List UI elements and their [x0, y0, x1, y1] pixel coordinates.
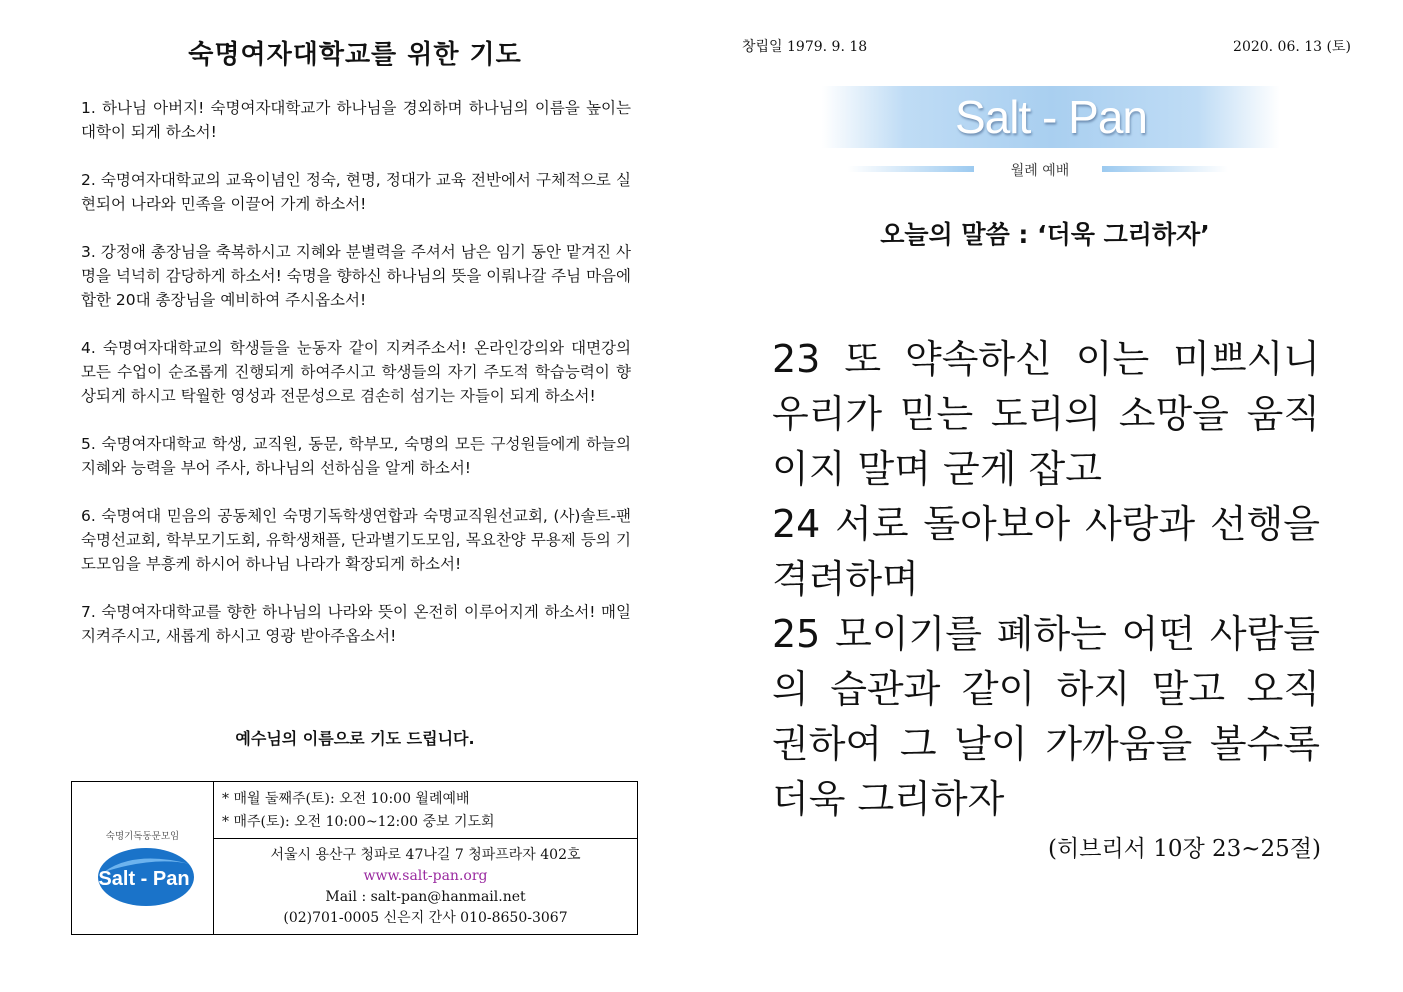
scripture-reference: (히브리서 10장 23~25절) [1048, 836, 1321, 862]
prayer-item: 5. 숙명여자대학교 학생, 교직원, 동문, 학부모, 숙명의 모든 구성원들에게 하늘의 지혜와 능력을 부어 주사, 하나님의 선하심을 알게 하소서! [81, 435, 631, 477]
svg-text:Salt - Pan: Salt - Pan [98, 868, 190, 890]
prayer-item: 4. 숙명여자대학교의 학생들을 눈동자 같이 지켜주소서! 온라인강의와 대면강의 모든 수업이 순조롭게 진행되게 하여주시고 학생들의 자기 주도적 학습능력이 향상되게 하시고 탁월한 영성과 전문성으로 겸손히 섬기는 자들이 되게 하소서! [81, 339, 631, 405]
scripture-line: 25 모이기를 폐하는 어떤 사람들 [772, 612, 1320, 656]
masthead-title: Salt - Pan [955, 91, 1147, 143]
scripture-line: 의 습관과 같이 하지 말고 오직 [772, 667, 1320, 711]
logo-cell [72, 782, 214, 934]
masthead-rule-right [1102, 166, 1228, 172]
schedule-weekly: * 매주(토): 오전 10:00~12:00 중보 기도회 [222, 814, 495, 830]
scripture-line: 24 서로 돌아보아 사랑과 선행을 [772, 502, 1320, 546]
scripture-line: 격려하며 [772, 557, 919, 601]
masthead-banner [822, 86, 1280, 148]
prayer-list [81, 96, 631, 672]
website-link[interactable]: www.salt-pan.org [363, 868, 488, 884]
mail-address: Mail : salt-pan@hanmail.net [325, 889, 526, 905]
phone-numbers: (02)701-0005 신은지 간사 010-8650-3067 [283, 910, 568, 926]
prayer-closing: 예수님의 이름으로 기도 드립니다. [235, 729, 475, 748]
prayer-item: 2. 숙명여자대학교의 교육이념인 정숙, 현명, 정대가 교육 전반에서 구체적으로 실현되어 나라와 민족을 이끌어 가게 하소서! [81, 171, 631, 213]
schedule-cell [214, 782, 637, 839]
scripture-line: 더욱 그리하자 [772, 777, 1005, 821]
prayer-item: 3. 강정애 총장님을 축복하시고 지혜와 분별력을 주셔서 남은 임기 동안 맡겨진 사명을 넉넉히 감당하게 하소서! 숙명을 향하신 하나님의 뜻을 이뤄나갈 주님 마음에 합한 20대 총장님을 예비하여 주시옵소서! [81, 243, 631, 309]
salt-pan-logo [94, 842, 198, 908]
contact-cell [214, 840, 637, 934]
issue-date: 2020. 06. 13 (토) [1233, 39, 1351, 55]
scripture-line: 권하여 그 날이 가까움을 볼수록 [772, 722, 1320, 766]
scripture-passage [772, 332, 1320, 827]
address: 서울시 용산구 청파로 47나길 7 청파프라자 402호 [270, 847, 581, 863]
prayer-item: 6. 숙명여대 믿음의 공동체인 숙명기독학생연합과 숙명교직원선교회, (사)솔트-팬 숙명선교회, 학부모기도회, 유학생채플, 단과별기도모임, 목요찬양 무용제 등의 기도모임을 부흥케 하시어 하나님 나라가 확장되게 하소서! [81, 507, 631, 573]
scripture-line: 23 또 약속하신 이는 미쁘시니 [772, 337, 1320, 381]
info-box [71, 781, 638, 935]
sermon-title: 오늘의 말씀 : ‘더욱 그리하자’ [880, 220, 1210, 249]
prayer-item: 1. 하나님 아버지! 숙명여자대학교가 하나님을 경외하며 하나님의 이름을 높이는 대학이 되게 하소서! [81, 99, 631, 141]
service-name: 월례 예배 [1010, 163, 1070, 179]
scripture-line: 이지 말며 굳게 잡고 [772, 447, 1102, 491]
schedule-monthly: * 매월 둘째주(토): 오전 10:00 월례예배 [222, 791, 470, 807]
prayer-page-title: 숙명여자대학교를 위한 기도 [188, 40, 522, 70]
masthead-rule-left [848, 166, 974, 172]
founding-date: 창립일 1979. 9. 18 [742, 39, 868, 55]
prayer-item: 7. 숙명여자대학교를 향한 하나님의 나라와 뜻이 온전히 이루어지게 하소서! 매일 지켜주시고, 새롭게 하시고 영광 받아주옵소서! [81, 603, 631, 645]
logo-caption: 숙명기독동문모임 [105, 831, 180, 842]
scripture-line: 우리가 믿는 도리의 소망을 움직 [772, 392, 1320, 436]
